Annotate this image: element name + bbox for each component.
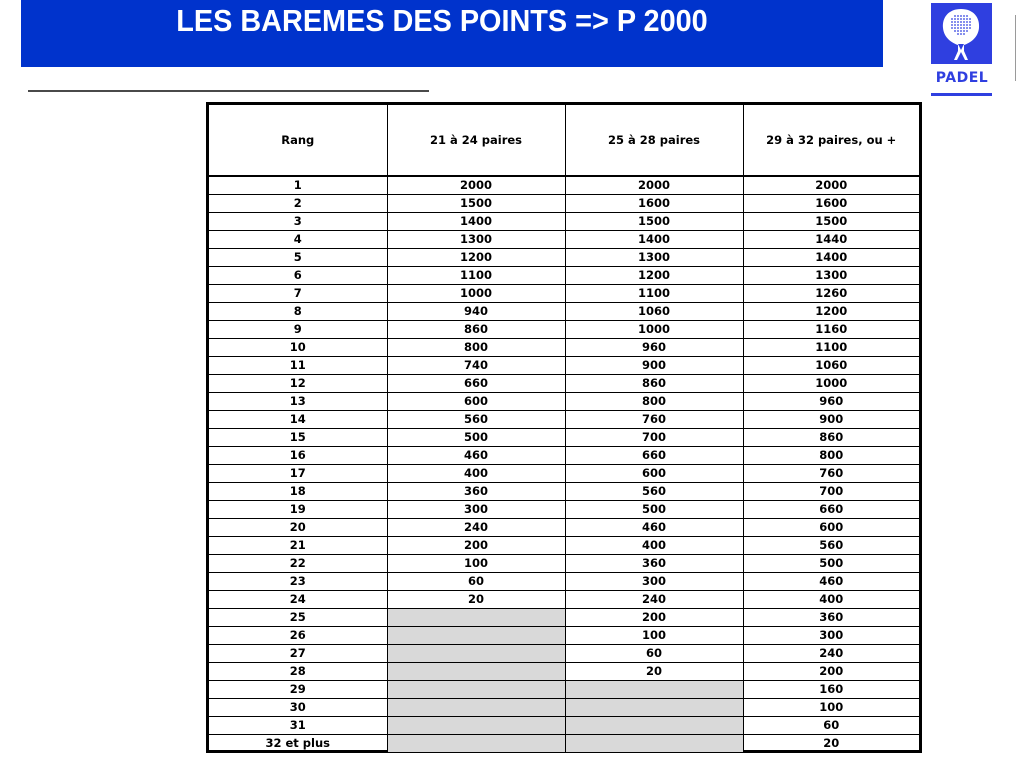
table-row [209, 339, 919, 357]
table-row [209, 303, 919, 321]
rank-cell: 8 [209, 303, 387, 321]
table-row [209, 249, 919, 267]
points-29-32-cell: 1600 [743, 195, 919, 213]
points-21-24-cell [387, 735, 565, 753]
rank-cell: 30 [209, 699, 387, 717]
table-body [209, 176, 919, 752]
points-25-28-cell [565, 735, 743, 753]
points-21-24-cell: 1100 [387, 267, 565, 285]
points-21-24-cell: 400 [387, 465, 565, 483]
points-21-24-cell: 800 [387, 339, 565, 357]
points-29-32-cell: 360 [743, 609, 919, 627]
page-title: LES BAREMES DES POINTS => P 2000 [176, 3, 708, 38]
points-29-32-cell: 1300 [743, 267, 919, 285]
points-29-32-cell: 560 [743, 537, 919, 555]
rank-cell: 17 [209, 465, 387, 483]
points-21-24-cell: 2000 [387, 176, 565, 195]
points-29-32-cell: 600 [743, 519, 919, 537]
rank-cell: 1 [209, 176, 387, 195]
points-25-28-cell: 660 [565, 447, 743, 465]
rank-cell: 12 [209, 375, 387, 393]
points-25-28-cell: 560 [565, 483, 743, 501]
table-row [209, 429, 919, 447]
points-25-28-cell [565, 717, 743, 735]
points-21-24-cell: 300 [387, 501, 565, 519]
points-29-32-cell: 1000 [743, 375, 919, 393]
points-29-32-cell: 60 [743, 717, 919, 735]
rank-cell: 9 [209, 321, 387, 339]
table-row [209, 213, 919, 231]
logo-divider [1015, 15, 1016, 81]
rank-cell: 14 [209, 411, 387, 429]
points-25-28-cell: 1600 [565, 195, 743, 213]
rank-cell: 26 [209, 627, 387, 645]
points-29-32-cell: 2000 [743, 176, 919, 195]
rank-cell: 28 [209, 663, 387, 681]
table-row [209, 591, 919, 609]
table-row [209, 519, 919, 537]
table-row [209, 465, 919, 483]
table-row [209, 645, 919, 663]
points-table-container [206, 102, 922, 753]
title-banner [21, 0, 883, 67]
padel-racket-icon [931, 3, 992, 64]
points-29-32-cell: 860 [743, 429, 919, 447]
points-25-28-cell: 360 [565, 555, 743, 573]
table-row [209, 699, 919, 717]
points-25-28-cell: 500 [565, 501, 743, 519]
points-29-32-cell: 100 [743, 699, 919, 717]
table-row [209, 483, 919, 501]
rank-cell: 21 [209, 537, 387, 555]
points-21-24-cell: 560 [387, 411, 565, 429]
rank-cell: 22 [209, 555, 387, 573]
points-25-28-cell: 1400 [565, 231, 743, 249]
table-row [209, 176, 919, 195]
points-21-24-cell: 460 [387, 447, 565, 465]
rank-cell: 16 [209, 447, 387, 465]
points-21-24-cell: 860 [387, 321, 565, 339]
points-25-28-cell: 2000 [565, 176, 743, 195]
points-25-28-cell: 600 [565, 465, 743, 483]
points-21-24-cell [387, 717, 565, 735]
column-header-25-28: 25 à 28 paires [565, 105, 743, 176]
points-29-32-cell: 460 [743, 573, 919, 591]
logo-underline [931, 93, 992, 96]
points-21-24-cell: 60 [387, 573, 565, 591]
table-row [209, 681, 919, 699]
table-row [209, 501, 919, 519]
points-21-24-cell [387, 645, 565, 663]
column-header-21-24: 21 à 24 paires [387, 105, 565, 176]
column-header-rang: Rang [209, 105, 387, 176]
table-row [209, 285, 919, 303]
points-29-32-cell: 1500 [743, 213, 919, 231]
points-29-32-cell: 1060 [743, 357, 919, 375]
points-25-28-cell: 800 [565, 393, 743, 411]
rank-cell: 3 [209, 213, 387, 231]
table-row [209, 321, 919, 339]
table-row [209, 627, 919, 645]
points-29-32-cell: 760 [743, 465, 919, 483]
table-row [209, 267, 919, 285]
table-row [209, 411, 919, 429]
points-21-24-cell: 500 [387, 429, 565, 447]
points-29-32-cell: 700 [743, 483, 919, 501]
points-21-24-cell: 1200 [387, 249, 565, 267]
points-29-32-cell: 960 [743, 393, 919, 411]
points-25-28-cell [565, 699, 743, 717]
points-25-28-cell: 960 [565, 339, 743, 357]
rank-cell: 25 [209, 609, 387, 627]
rank-cell: 5 [209, 249, 387, 267]
table-row [209, 609, 919, 627]
points-21-24-cell [387, 681, 565, 699]
points-29-32-cell: 1260 [743, 285, 919, 303]
points-table [209, 105, 919, 752]
points-25-28-cell: 200 [565, 609, 743, 627]
points-21-24-cell: 1000 [387, 285, 565, 303]
table-row [209, 663, 919, 681]
rank-cell: 4 [209, 231, 387, 249]
rank-cell: 24 [209, 591, 387, 609]
points-29-32-cell: 240 [743, 645, 919, 663]
points-21-24-cell: 20 [387, 591, 565, 609]
rank-cell: 15 [209, 429, 387, 447]
column-header-29-32: 29 à 32 paires, ou + [743, 105, 919, 176]
table-row [209, 735, 919, 753]
points-25-28-cell: 20 [565, 663, 743, 681]
points-25-28-cell: 1300 [565, 249, 743, 267]
points-25-28-cell: 460 [565, 519, 743, 537]
table-row [209, 357, 919, 375]
points-21-24-cell: 100 [387, 555, 565, 573]
table-row [209, 375, 919, 393]
table-row [209, 555, 919, 573]
rank-cell: 32 et plus [209, 735, 387, 753]
rank-cell: 18 [209, 483, 387, 501]
points-25-28-cell: 100 [565, 627, 743, 645]
points-25-28-cell: 760 [565, 411, 743, 429]
points-25-28-cell: 1060 [565, 303, 743, 321]
rank-cell: 20 [209, 519, 387, 537]
rank-cell: 29 [209, 681, 387, 699]
points-21-24-cell: 600 [387, 393, 565, 411]
points-25-28-cell [565, 681, 743, 699]
points-21-24-cell: 940 [387, 303, 565, 321]
rank-cell: 10 [209, 339, 387, 357]
points-21-24-cell [387, 609, 565, 627]
points-29-32-cell: 1440 [743, 231, 919, 249]
points-25-28-cell: 700 [565, 429, 743, 447]
points-29-32-cell: 1160 [743, 321, 919, 339]
points-29-32-cell: 660 [743, 501, 919, 519]
points-25-28-cell: 900 [565, 357, 743, 375]
points-29-32-cell: 1400 [743, 249, 919, 267]
points-25-28-cell: 1100 [565, 285, 743, 303]
points-25-28-cell: 400 [565, 537, 743, 555]
points-25-28-cell: 1000 [565, 321, 743, 339]
points-21-24-cell: 660 [387, 375, 565, 393]
rank-cell: 13 [209, 393, 387, 411]
points-21-24-cell: 360 [387, 483, 565, 501]
rank-cell: 2 [209, 195, 387, 213]
table-row [209, 717, 919, 735]
points-29-32-cell: 500 [743, 555, 919, 573]
points-21-24-cell [387, 663, 565, 681]
table-row [209, 393, 919, 411]
logo-label: PADEL [935, 70, 989, 86]
rank-cell: 19 [209, 501, 387, 519]
rank-cell: 27 [209, 645, 387, 663]
points-25-28-cell: 60 [565, 645, 743, 663]
points-25-28-cell: 860 [565, 375, 743, 393]
points-25-28-cell: 300 [565, 573, 743, 591]
table-row [209, 447, 919, 465]
rank-cell: 31 [209, 717, 387, 735]
points-29-32-cell: 300 [743, 627, 919, 645]
points-21-24-cell: 1500 [387, 195, 565, 213]
table-row [209, 195, 919, 213]
rank-cell: 23 [209, 573, 387, 591]
points-29-32-cell: 1200 [743, 303, 919, 321]
points-29-32-cell: 800 [743, 447, 919, 465]
padel-logo [931, 3, 992, 64]
points-21-24-cell: 1400 [387, 213, 565, 231]
points-21-24-cell [387, 627, 565, 645]
points-29-32-cell: 200 [743, 663, 919, 681]
divider-line [28, 90, 429, 92]
points-21-24-cell: 740 [387, 357, 565, 375]
points-29-32-cell: 400 [743, 591, 919, 609]
table-header-row [209, 105, 919, 176]
rank-cell: 6 [209, 267, 387, 285]
table-row [209, 231, 919, 249]
points-21-24-cell: 240 [387, 519, 565, 537]
points-21-24-cell: 200 [387, 537, 565, 555]
points-25-28-cell: 1200 [565, 267, 743, 285]
points-21-24-cell: 1300 [387, 231, 565, 249]
table-row [209, 573, 919, 591]
points-21-24-cell [387, 699, 565, 717]
points-25-28-cell: 240 [565, 591, 743, 609]
points-29-32-cell: 20 [823, 736, 840, 750]
table-row [209, 537, 919, 555]
rank-cell: 11 [209, 357, 387, 375]
points-25-28-cell: 1500 [565, 213, 743, 231]
points-29-32-cell: 900 [743, 411, 919, 429]
points-29-32-cell: 1100 [743, 339, 919, 357]
points-29-32-cell: 160 [743, 681, 919, 699]
rank-cell: 7 [209, 285, 387, 303]
